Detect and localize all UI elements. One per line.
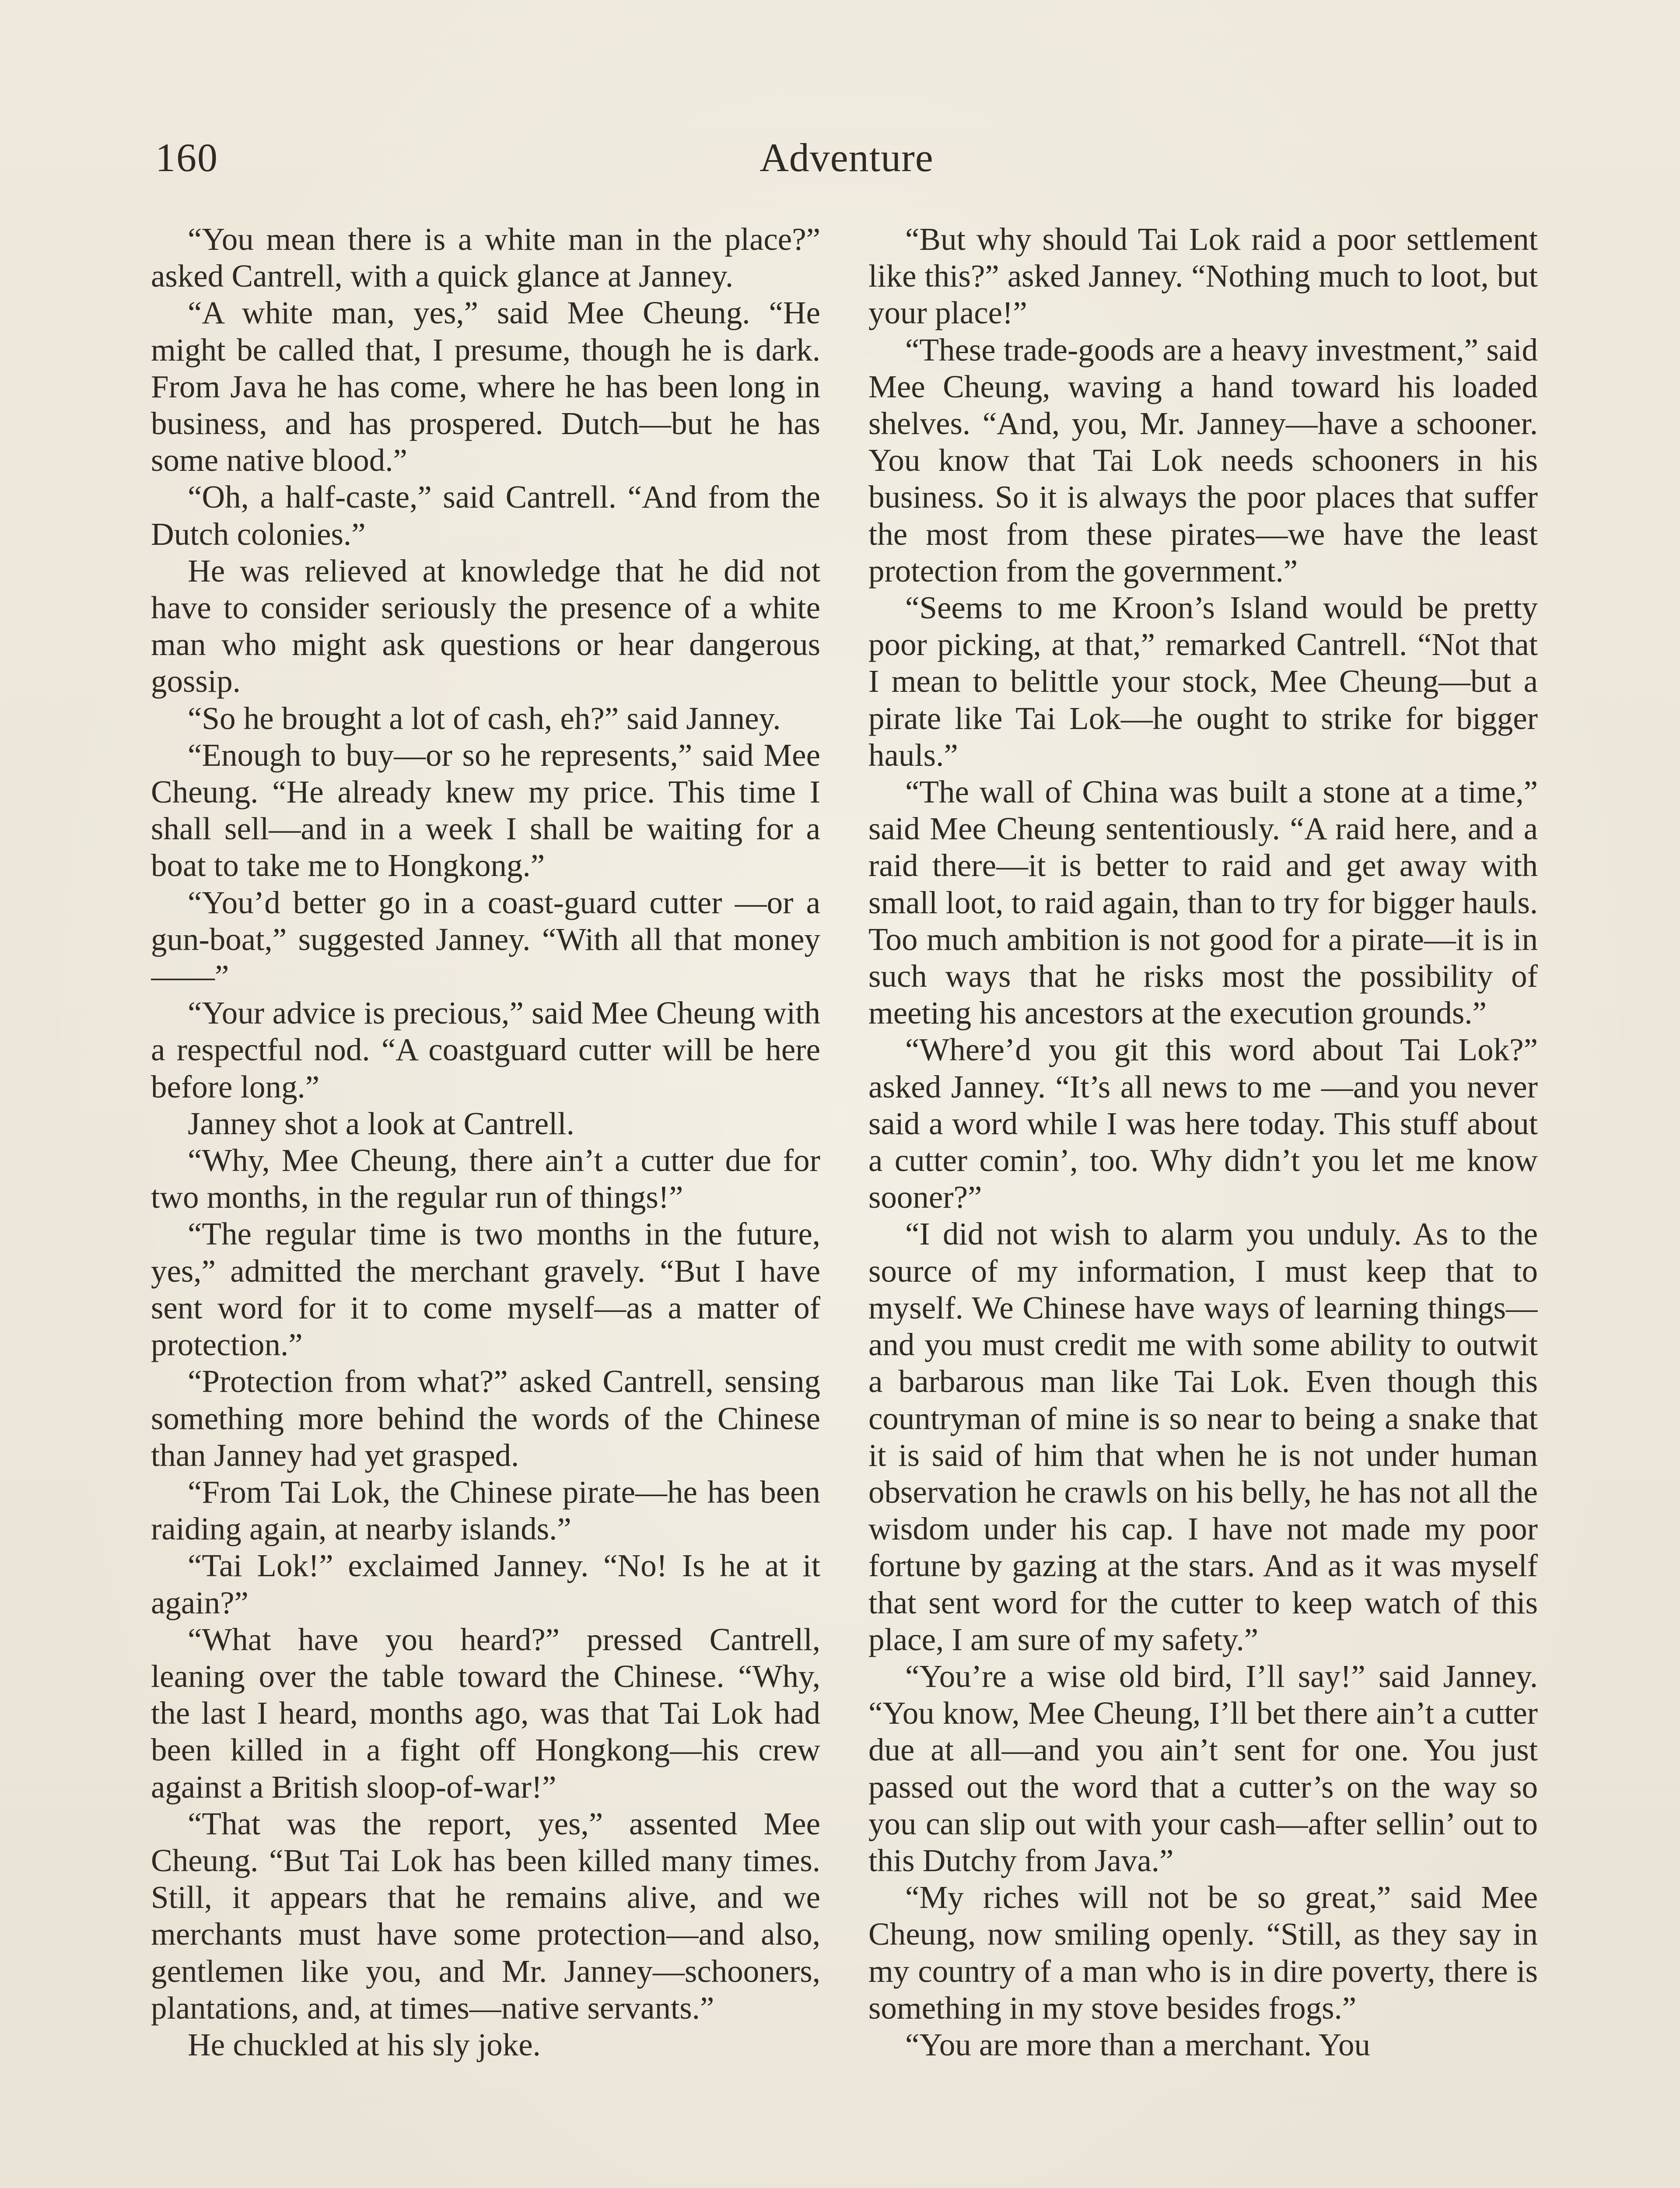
paragraph: “You mean there is a white man in the place?” asked Cantrell, with a quick glance at Janney. bbox=[151, 221, 820, 294]
paragraph: He chuckled at his sly joke. bbox=[188, 2027, 541, 2062]
paragraph: Janney shot a look at Cantrell. bbox=[188, 1105, 574, 1141]
paragraph: “From Tai Lok, the Chinese pirate—he has been raiding again, at nearby islands.” bbox=[151, 1474, 820, 1547]
paragraph: “The wall of China was built a stone at a time,” said Mee Cheung sententiously. “A raid here, and a raid there—it is better to raid and get away with small loot, to raid again, than to try for bigger hauls. Too much ambition is not good for a pirate—it is in such ways that he risks most the possibility of meeting his ancestors at the execution grounds.” bbox=[868, 774, 1538, 1031]
paragraph: “You’d better go in a coast-guard cutter —or a gun-boat,” suggested Janney. “With all that money——” bbox=[151, 884, 820, 994]
paragraph: “You are more than a merchant. You bbox=[905, 2027, 1371, 2062]
paragraph: “What have you heard?” pressed Cantrell, leaning over the table toward the Chinese. “Why, the last I heard, months ago, was that Tai Lok had been killed in a fight off Hongkong—his crew against a British sloop-of-war!” bbox=[151, 1621, 820, 1805]
paragraph: “Where’d you git this word about Tai Lok?” asked Janney. “It’s all news to me —and you never said a word while I was here today. This stuff about a cutter comin’, too. Why didn’t you let me know sooner?” bbox=[868, 1032, 1538, 1215]
paragraph: He was relieved at knowledge that he did not have to consider seriously the presence of a white man who might ask questions or hear dangerous gossip. bbox=[151, 553, 820, 699]
page-header bbox=[155, 127, 1538, 188]
paragraph: “A white man, yes,” said Mee Cheung. “He might be called that, I presume, though he is dark. From Java he has come, where he has been long in business, and has prospered. Dutch—but he has some native blood.” bbox=[151, 295, 820, 478]
paragraph: “Why, Mee Cheung, there ain’t a cutter due for two months, in the regular run of things!” bbox=[151, 1143, 820, 1215]
paragraph: “Seems to me Kroon’s Island would be pretty poor picking, at that,” remarked Cantrell. “Not that I mean to belittle your stock, Mee Cheung—but a pirate like Tai Lok—he ought to strike for bigger hauls.” bbox=[868, 590, 1538, 773]
paragraph: “Oh, a half-caste,” said Cantrell. “And from the Dutch colonies.” bbox=[151, 479, 820, 552]
right-column bbox=[868, 221, 1538, 2188]
paragraph: “Enough to buy—or so he represents,” said Mee Cheung. “He already knew my price. This time I shall sell—and in a week I shall be waiting for a boat to take me to Hongkong.” bbox=[151, 737, 820, 884]
paragraph: “I did not wish to alarm you unduly. As to the source of my information, I must keep that to myself. We Chinese have ways of learning things—and you must credit me with some ability to outwit a barbarous man like Tai Lok. Even though this countryman of mine is so near to being a snake that it is said of him that when he is not under human observation he crawls on his belly, he has not all the wisdom under his cap. I have not made my poor fortune by gazing at the stars. And as it was myself that sent word for the cutter to keep watch of this place, I am sure of my safety.” bbox=[868, 1216, 1538, 1657]
paragraph: “My riches will not be so great,” said Mee Cheung, now smiling openly. “Still, as they say in my country of a man who is in dire poverty, there is something in my stove besides frogs.” bbox=[868, 1879, 1538, 2026]
paragraph: “Your advice is precious,” said Mee Cheung with a respectful nod. “A coastguard cutter will be here before long.” bbox=[151, 995, 820, 1105]
text-columns bbox=[151, 221, 1538, 2188]
left-column bbox=[151, 221, 820, 2188]
paragraph: “Protection from what?” asked Cantrell, sensing something more behind the words of the Chinese than Janney had yet grasped. bbox=[151, 1364, 820, 1473]
paragraph: “The regular time is two months in the future, yes,” admitted the merchant gravely. “But I have sent word for it to come myself—as a matter of protection.” bbox=[151, 1216, 820, 1363]
paragraph: “You’re a wise old bird, I’ll say!” said Janney. “You know, Mee Cheung, I’ll bet there ain’t a cutter due at all—and you ain’t sent for one. You just passed out the word that a cutter’s on the way so you can slip out with your cash—after sellin’ out to this Dutchy from Java.” bbox=[868, 1658, 1538, 1878]
paragraph: “But why should Tai Lok raid a poor settlement like this?” asked Janney. “Nothing much to loot, but your place!” bbox=[868, 221, 1538, 331]
paragraph: “So he brought a lot of cash, eh?” said Janney. bbox=[188, 700, 781, 736]
running-title: Adventure bbox=[760, 135, 934, 180]
paragraph: “That was the report, yes,” assented Mee Cheung. “But Tai Lok has been killed many times. Still, it appears that he remains alive, and we merchants must have some protection—and also, gentlemen like you, and Mr. Janney—schooners, plantations, and, at times—native servants.” bbox=[151, 1806, 820, 2026]
page-number: 160 bbox=[155, 135, 218, 180]
paragraph: “Tai Lok!” exclaimed Janney. “No! Is he at it again?” bbox=[151, 1548, 820, 1620]
paragraph: “These trade-goods are a heavy investment,” said Mee Cheung, waving a hand toward his loaded shelves. “And, you, Mr. Janney—have a schooner. You know that Tai Lok needs schooners in his business. So it is always the poor places that suffer the most from these pirates—we have the least protection from the government.” bbox=[868, 332, 1538, 589]
